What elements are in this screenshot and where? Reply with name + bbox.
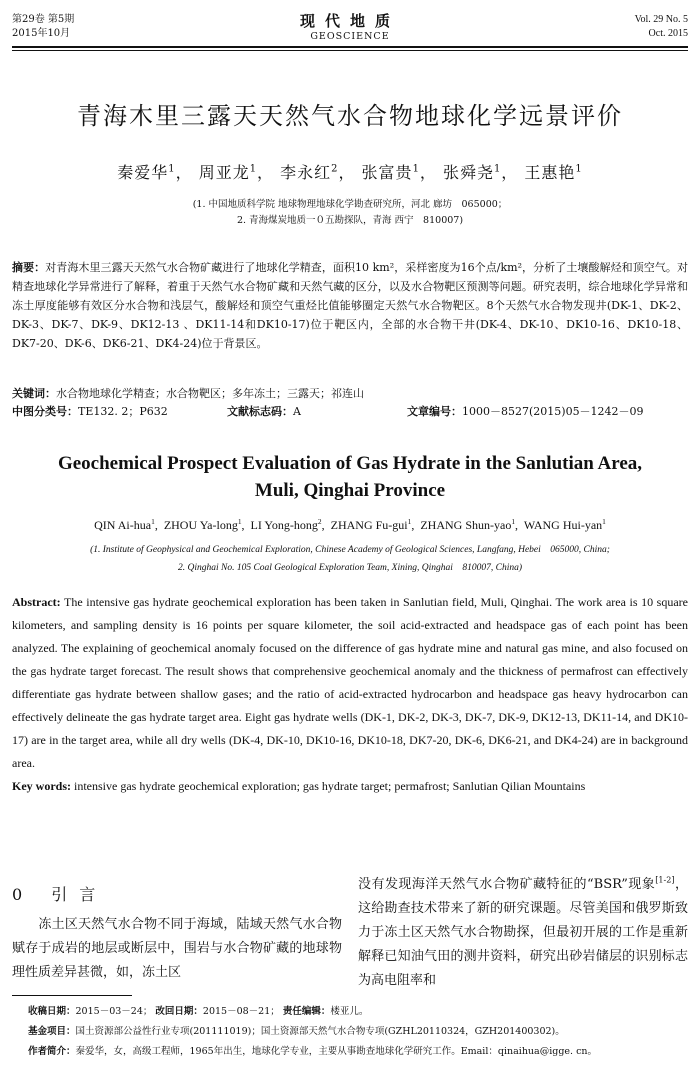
affiliations-cn (0, 197, 700, 229)
footnote-rule (12, 995, 132, 996)
journal-name-cn: 现代地质 (299, 12, 400, 30)
affiliations-en (0, 541, 700, 577)
affiliation-line: 2. Qinghai No. 105 Coal Geological Exploration Team, Xining, Qinghai 810007, China) (177, 563, 523, 573)
date-en: Oct. 2015 (648, 28, 688, 39)
author-en: LI Yong-hong$^2$ (250, 517, 322, 532)
abstract-label-cn: 摘要： (12, 261, 46, 274)
author-en: ZHANG Shun-yao$^1$ (420, 517, 516, 532)
article-number: 文章编号：1000－8527(2015)05－1242－09 (407, 405, 644, 418)
footnote-dates: 收稿日期：2015－03－24； 改回日期：2015－08－21； 责任编辑：楼亚儿。 (28, 1006, 369, 1017)
abstract-en (12, 591, 688, 798)
paper-title-cn: 青海木里三露天天然气水合物地球化学远景评价 (77, 102, 623, 130)
footnote-funding: 基金项目：国土资源部公益性行业专项(201111019)；国土资源部天然气水合物专项(GZHL20110324，GZH201400302)。 (28, 1026, 565, 1037)
author-cn: 张富贵$^1$ (361, 163, 420, 182)
abstract-cn (12, 258, 688, 353)
affiliation-line: (1. 中国地质科学院 地球物理地球化学勘查研究所，河北 廊坊 065000； (192, 199, 508, 210)
body-column-left (12, 913, 342, 985)
keywords-label-cn: 关键词： (12, 387, 56, 400)
journal-name-header (0, 11, 700, 43)
keywords-en (12, 775, 688, 798)
footnote-author-bio: 作者简介：秦爱华，女，高级工程师，1965年出生，地球化学专业，主要从事勘查地球化学研究工作。Email：qinaihua@igge. cn。 (28, 1046, 598, 1057)
volume-en: Vol. 29 No. 5 (634, 14, 688, 25)
date-cn: 2015年10月 (12, 28, 71, 39)
paper-title-en: Geochemical Prospect Evaluation of Gas Hydrate in the Sanlutian Area, Muli, Qinghai Province (57, 453, 643, 501)
author-list-cn: 秦爱华$^1$， 周亚龙$^1$， 李永红$^2$， 张富贵$^1$， 张舜尧$^1$， 王惠艳$^1$ (117, 163, 583, 182)
journal-volume-header (635, 13, 688, 41)
section-title: 引言 (51, 885, 108, 904)
journal-name-en: GEOSCIENCE (310, 31, 390, 42)
abstract-text-en: The intensive gas hydrate geochemical exploration has been taken in Sanlutian field, Muli, Qinghai. The work area is 10 square kilometers, and sampling density is 16 points per square kilometer, the soil acid-extracted and headspace gas of each point has been analyzed. The explaining of geochemical anomaly focused on the difference of gas hydrate mine and natural gas mine, and also focused on the gas hydrate target forecast. The result shows that comprehensive geochemical anomaly and the thickness of permafrost can effectively differentiate gas hydrate between shallow gases; and the ratio of acid-extracted hydrocarbon and headspace gas heavy hydrocarbon can effectively delineate the gas hydrate target area. Eight gas hydrate wells (DK-1, DK-2, DK-3, DK-7, DK-9, DK12-13, DK11-14, and DK10-17) are in the target area, while all dry wells (DK-4, DK-10, DK10-16, DK10-18, DK7-20, DK-6, DK6-21, and DK4-24) are in background area. (12, 595, 688, 770)
citation: [1-2] (655, 875, 675, 885)
author-cn: 秦爱华$^1$ (117, 163, 176, 182)
section-heading (12, 882, 107, 905)
keywords-label-en: Key words: (12, 779, 71, 793)
affiliation-line: (1. Institute of Geophysical and Geochemical Exploration, Chinese Academy of Geological Sciences, Langfang, Hebei 065000, China; (90, 545, 610, 555)
clc-number: 中图分类号：TE132. 2；P632 (12, 405, 168, 418)
author-cn: 张舜尧$^1$ (442, 163, 502, 182)
author-list-en: QIN Ai-hua$^1$, ZHOU Ya-long$^1$, LI Yong-hong$^2$, ZHANG Fu-gui$^1$, ZHANG Shun-yao$^1$, WANG Hui-yan$^1$ (94, 517, 606, 532)
affiliation-line: 2. 青海煤炭地质一０五勘探队，青海 西宁 810007) (236, 215, 464, 226)
section-number: 0 (12, 885, 35, 904)
author-en: QIN Ai-hua$^1$ (94, 517, 155, 532)
body-paragraph: 冻土区天然气水合物不同于海域，陆域天然气水合物赋存于成岩的地层或断层中，围岩与水合物矿藏的地球物理性质差异甚微，如，冻土区 (12, 917, 342, 980)
author-cn: 周亚龙$^1$ (198, 163, 258, 182)
author-en: WANG Hui-yan$^1$ (523, 517, 606, 532)
keywords-text-en: intensive gas hydrate geochemical exploration; gas hydrate target; permafrost; Sanlutian Qilian Mountains (74, 779, 586, 793)
abstract-label-en: Abstract: (12, 595, 61, 609)
header-rule-thin (12, 50, 688, 51)
author-cn: 王惠艳$^1$ (524, 163, 583, 182)
author-en: ZHANG Fu-gui$^1$ (330, 517, 412, 532)
keywords-cn (12, 384, 688, 403)
footnotes (28, 1002, 688, 1062)
author-cn: 李永红$^2$ (280, 163, 339, 182)
body-column-right (358, 873, 688, 993)
keywords-text-cn: 水合物地球化学精查；水合物靶区；多年冻土；三露天；祁连山 (56, 387, 364, 400)
document-code: 文献标志码：A (227, 405, 301, 418)
issue-cn: 第29卷 第5期 (12, 14, 75, 25)
body-paragraph: 没有发现海洋天然气水合物矿藏特征的“BSR”现象[1-2]，这给勘查技术带来了新的研究课题。尽管美国和俄罗斯致力于冻土区天然气水合物勘探，但最初开展的工作是重新解释已知油气田的测井资料，研究出砂岩储层的识别标志为高电阻率和 (358, 875, 688, 988)
header-rule-thick (12, 46, 688, 48)
author-en: ZHOU Ya-long$^1$ (163, 517, 242, 532)
abstract-text-cn: 对青海木里三露天天然气水合物矿藏进行了地球化学精查，面积10 km²，采样密度为16个点/km²，分析了土壤酸解烃和顶空气。对精查地球化学异常进行了解释，着重于天然气水合物矿藏和天然气藏的区分，以及水合物靶区预测等问题。研究表明，综合地球化学异常和冻土厚度能够有效区分水合物和浅层气，酸解烃和顶空气重烃比值能够圈定天然气水合物靶区。8个天然气水合物发现井(DK-1、DK-2、DK-3、DK-7、DK-9、DK12-13 、DK11-14和DK10-17)位于靶区内，全部的水合物干井(DK-4、DK-10、DK10-16、DK10-18、DK7-20、DK-6、DK6-21、DK4-24)位于背景区。 (12, 261, 688, 350)
